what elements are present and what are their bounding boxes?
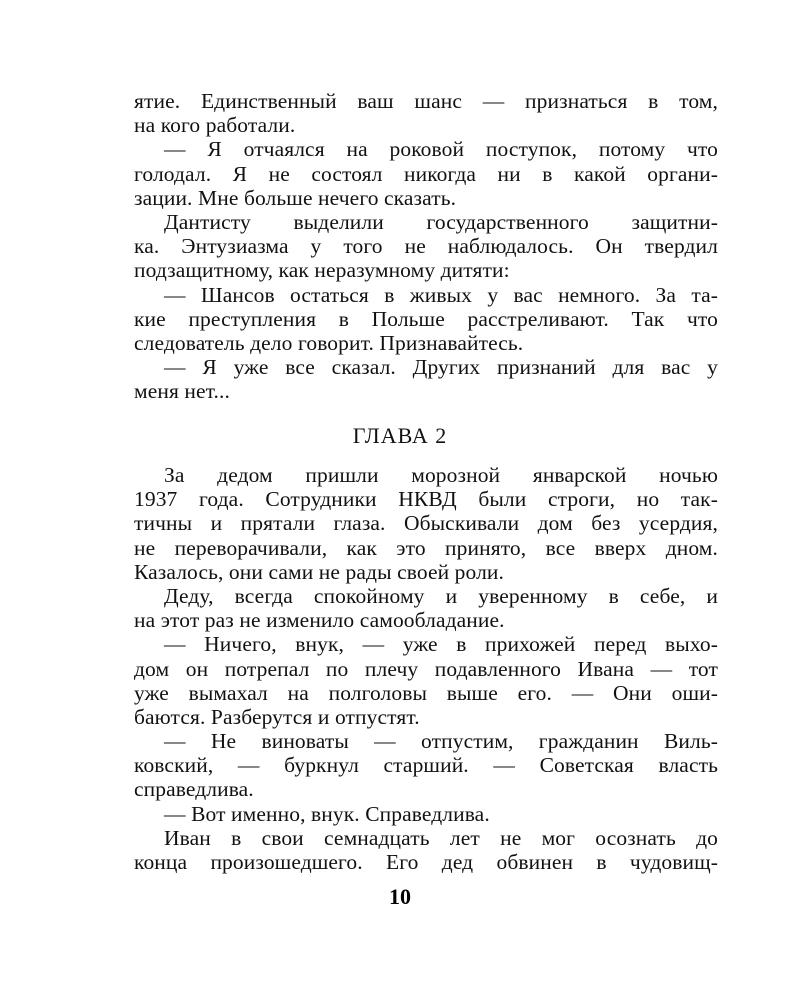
text-line: подзащитному, как неразумному дитяти: (134, 258, 510, 283)
text-line: ятие. Единственный ваш шанс — признаться в том, (134, 89, 718, 113)
text-line: уже вымахал на полголовы выше его. — Они оши- (134, 680, 718, 705)
text-line: Иван в свои семнадцать лет не мог осознать до (164, 825, 718, 850)
text-block-before-heading (134, 89, 718, 403)
text-line: Дантисту выделили государственного защитни- (164, 209, 718, 234)
text-line: Деду, всегда спокойному и уверенному в себе, и (164, 583, 718, 608)
text-line: ка. Энтузиазма у того не наблюдалось. Он твердил (134, 234, 718, 259)
text-line: меня нет... (134, 379, 230, 404)
text-line: не переворачивали, как это принято, все вверх дном. (134, 535, 718, 560)
text-line: на кого работали. (134, 113, 296, 138)
text-line: дом он потрепал по плечу подавленного Ивана — тот (134, 656, 718, 681)
text-line: конца произошедшего. Его дед обвинен в чудовищ- (134, 850, 718, 874)
text-line: тичны и прятали глаза. Обыскивали дом без усердия, (134, 511, 718, 536)
text-line: зации. Мне больше нечего сказать. (134, 185, 457, 210)
text-line: — Вот именно, внук. Справедлива. (164, 801, 490, 826)
text-line: баются. Разберутся и отпустят. (134, 704, 420, 729)
text-line: кие преступления в Польше расстреливают. Так что (134, 306, 718, 331)
text-line: на этот раз не изменило самообладание. (134, 608, 505, 633)
chapter-heading: ГЛАВА 2 (352, 423, 448, 448)
text-line: За дедом пришли морозной январской ночью (164, 463, 718, 487)
text-line: следователь дело говорит. Признавайтесь. (134, 330, 524, 355)
text-line: 1937 года. Сотрудники НКВД были строги, но так- (134, 487, 718, 512)
text-line: ковский, — буркнул старший. — Советская власть (134, 753, 718, 778)
text-block-after-heading (134, 463, 718, 874)
text-line: справедлива. (134, 777, 254, 802)
text-line: — Я отчаялся на роковой поступок, потому что (164, 137, 718, 162)
text-line: голодал. Я не состоял никогда ни в какой органи- (134, 161, 718, 186)
text-line: Казалось, они сами не рады своей роли. (134, 559, 504, 584)
text-line: — Я уже все сказал. Других признаний для вас у (164, 355, 718, 380)
text-line: — Не виноваты — отпустим, гражданин Виль- (164, 729, 718, 754)
text-line: — Ничего, внук, — уже в прихожей перед выхо- (164, 632, 718, 657)
text-line: — Шансов остаться в живых у вас немного. За та- (164, 282, 718, 307)
page-number: 10 (389, 884, 411, 909)
